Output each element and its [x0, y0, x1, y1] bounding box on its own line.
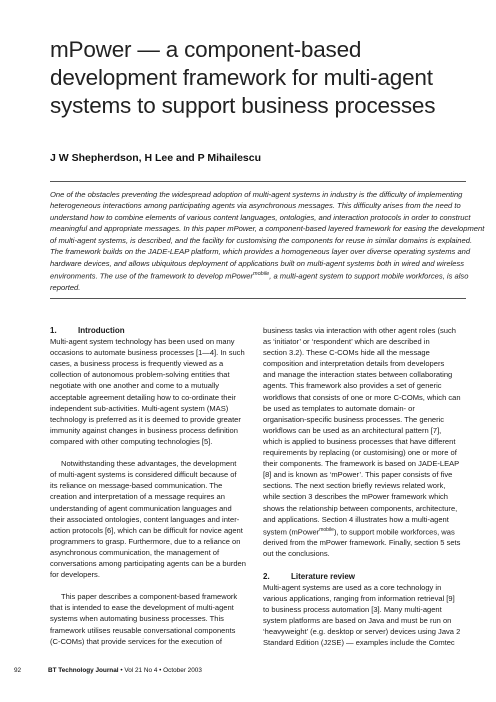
body-line: that is intended to ease the development of multi-agent	[50, 603, 234, 613]
superscript-mobile: mobile	[319, 526, 334, 533]
body-line: and applications. Section 4 illustrates how a multi-agent	[263, 514, 449, 524]
right-column	[263, 325, 468, 648]
body-line: shows the relationship between components, architecture,	[263, 503, 458, 513]
body-line: cases, a business process is frequently viewed as a	[50, 359, 224, 369]
body-line: derived from the mPower framework. Finally, section 5 sets	[263, 538, 461, 548]
body-line: for developers.	[50, 570, 100, 580]
body-line: workflows that consists of one or more C-COMs, which can	[263, 392, 461, 402]
body-line: Standard Edition (J2SE) — examples include the Comtec	[263, 638, 455, 648]
body-line: negotiate with one another and come to a mutually	[50, 381, 220, 391]
left-column	[50, 325, 248, 647]
body-line: composition and interpretation details from developers	[263, 359, 445, 369]
body-line: programmers to grasp. Furthermore, due to a reliance on	[50, 536, 241, 546]
body-line: sections. The next section briefly reviews related work,	[263, 481, 446, 491]
section-heading	[50, 325, 248, 336]
section-title: Literature review	[291, 571, 356, 581]
body-line: of multi-agent systems is considered difficult because of	[50, 470, 237, 480]
body-line: systems when automating business processes. This	[50, 614, 224, 624]
body-line: understanding of agent communication languages and	[50, 503, 232, 513]
body-line: occasions to automate business processes [1—4]. In such	[50, 348, 245, 358]
body-line: its reliance on message-based communication. The	[50, 481, 223, 491]
abstract-superscript: mobile	[253, 271, 270, 278]
body-line: ‘heavyweight’ (e.g. desktop or server) devices using Java 2	[263, 627, 461, 637]
abstract-line: meaningful and appropriate messages. In this paper mPower, a component-based layered framework for easing the development	[50, 224, 485, 234]
body-line: section 3.2). These C-COMs hide all the message	[263, 348, 430, 358]
body-line: be used as templates to automate domain- or	[263, 403, 415, 413]
abstract-text: environments. The use of the framework to develop mPower	[50, 271, 254, 281]
body-line: system platforms are based on Java and must be run on	[263, 615, 452, 625]
body-line: collection of autonomous problem-solving entities that	[50, 370, 230, 380]
body-line: their components. The framework is based on JADE-LEAP	[263, 459, 460, 469]
abstract-line: heterogeneous interactions among participating agents via asynchronous messages. This difficulty arises from the need to	[50, 201, 461, 211]
section-number: 1.	[50, 326, 57, 335]
body-line: Notwithstanding these advantages, the development	[61, 459, 237, 469]
body-text: system (mPower	[263, 527, 320, 537]
title-line: mPower — a component-based	[50, 37, 362, 62]
body-line: asynchronous communication, the management of	[50, 547, 220, 557]
abstract-line: hardware devices, and allows ubiquitous deployment of applications built on multi-agent systems both in wired and wireless	[50, 258, 465, 268]
body-line: Multi-agent system technology has been used on many	[50, 337, 235, 347]
abstract	[50, 189, 485, 294]
title-line: development framework for multi-agent	[50, 65, 433, 90]
body-line: acceptable agreement detailing how to co-ordinate their	[50, 392, 236, 402]
abstract-line: The framework builds on the JADE-LEAP platform, which provides a homogeneous layer over diverse operating systems and	[50, 247, 471, 257]
body-line: compared with other computing technologies [5].	[50, 436, 213, 446]
section-number: 2.	[263, 571, 270, 581]
body-line: independent sub-activities. Multi-agent system (MAS)	[50, 403, 229, 413]
body-line: as ‘initiator’ or ‘respondent’ which are described in	[263, 337, 430, 347]
journal-name: BT Technology Journal	[48, 667, 119, 674]
body-line: requirements by replacing (or customising) one or more of	[263, 448, 457, 458]
body-line: business tasks via interaction with other agent roles (such	[263, 326, 456, 335]
body-line: workflows can be used as an architectural pattern [7],	[263, 425, 442, 435]
body-line: to business process automation [3]. Many multi-agent	[263, 604, 442, 614]
page-footer	[14, 667, 202, 674]
body-line: immunity against changes in business process definition	[50, 425, 238, 435]
body-line: creation and interpretation of a message requires an	[50, 492, 225, 502]
body-line: various applications, ranging from information retrieval [9]	[263, 593, 455, 603]
abstract-line: reported.	[50, 283, 81, 293]
author-list: J W Shepherdson, H Lee and P Mihailescu	[50, 152, 262, 164]
paragraph-gap	[263, 559, 468, 570]
page-number: 92	[14, 667, 22, 674]
body-line: framework utilises reusable conversational components	[50, 625, 236, 635]
body-text: ), to support mobile workforces, was	[333, 527, 455, 537]
body-line: Multi-agent systems are used as a core technology in	[263, 582, 442, 592]
divider-bottom	[50, 298, 466, 299]
body-line: conversations among participating agents can be a burden	[50, 558, 246, 568]
body-line: out the conclusions.	[263, 549, 330, 559]
body-line: and manage the interaction states between collaborating	[263, 370, 453, 380]
title-line: systems to support business processes	[50, 93, 436, 118]
body-line: This paper describes a component-based framework	[61, 592, 238, 602]
body-line: technology is preferred as it is deemed to provide greater	[50, 414, 241, 424]
paper-title	[50, 36, 470, 120]
section-heading	[263, 571, 468, 582]
body-line: (C-COMs) that provide services for the execution of	[50, 636, 222, 646]
body-line: their associated ontologies, content languages and inter-	[50, 514, 240, 524]
body-line: which is applied to business processes that have different	[263, 436, 456, 446]
abstract-text: , a multi-agent system to support mobile workforces, is also	[269, 271, 469, 281]
body-line: action protocols [6], which can be difficult for novice agent	[50, 525, 243, 535]
body-line: [8] and is known as ‘mPower’. This paper consists of five	[263, 470, 453, 480]
paragraph-gap	[50, 580, 248, 591]
paragraph-gap	[50, 447, 248, 458]
abstract-line: One of the obstacles preventing the widespread adoption of multi-agent systems in industry is the difficulty of implementing	[50, 190, 463, 199]
divider-top	[50, 181, 466, 182]
abstract-line: understand how to combine elements of various content languages, ontologies, and interaction protocols in order to construct	[50, 212, 471, 222]
body-line: agents. This framework also provides a set of generic	[263, 381, 442, 391]
body-line: organisation-specific business processes. The generic	[263, 414, 445, 424]
journal-issue: • Vol 21 No 4 • October 2003	[118, 667, 202, 674]
section-title: Introduction	[78, 326, 125, 335]
body-line: while section 3 describes the mPower framework which	[263, 492, 448, 502]
body-line	[263, 525, 468, 538]
abstract-line	[50, 269, 469, 282]
abstract-line: of multi-agent systems, is described, and the facility for customising the components for reuse in similar domains is explained.	[50, 235, 473, 245]
